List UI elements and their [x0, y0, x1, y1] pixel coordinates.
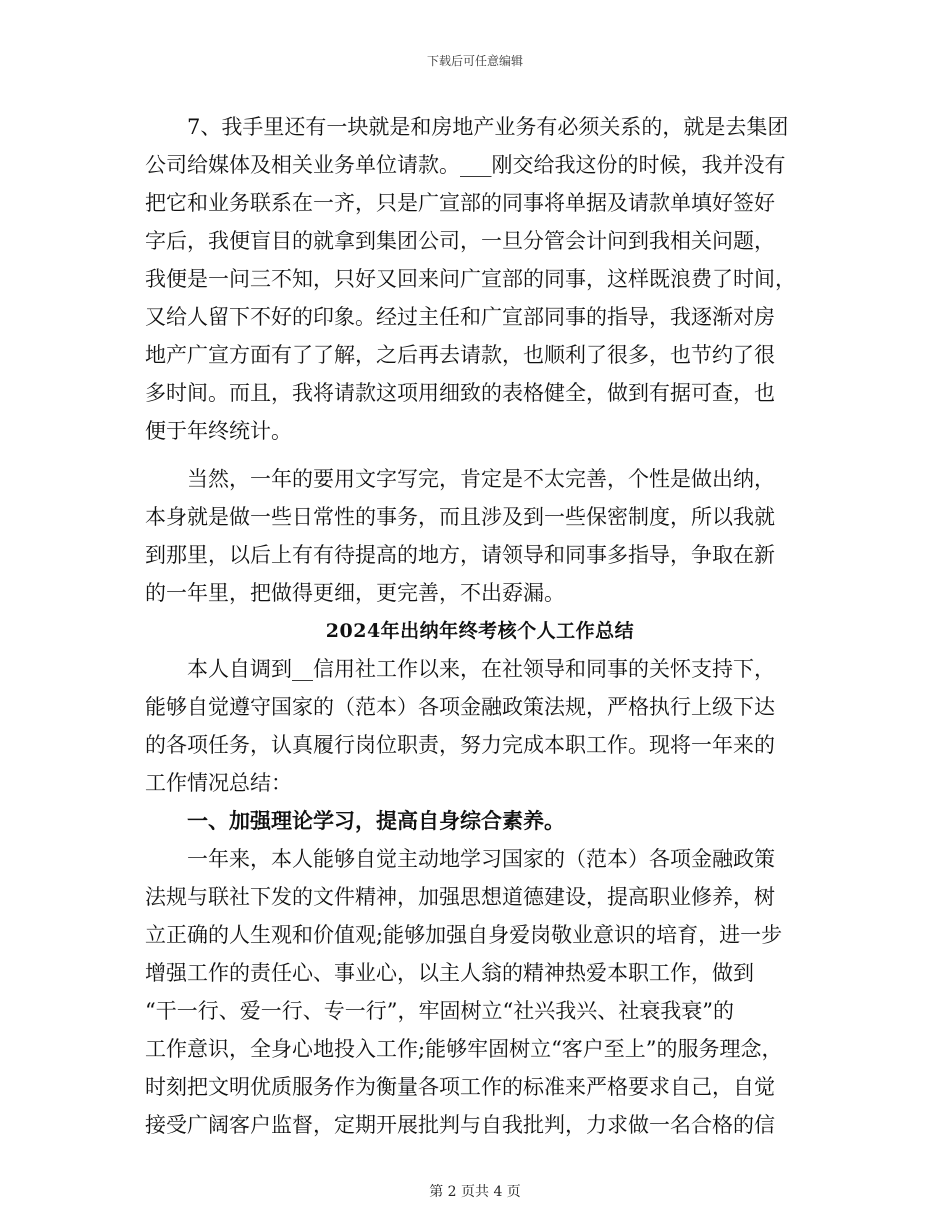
paragraph-line: 地产广宣方面有了了解，之后再去请款，也顺利了很多，也节约了很 — [145, 343, 775, 367]
paragraph-line: 又给人留下不好的印象。经过主任和广宣部同事的指导，我逐渐对房 — [145, 305, 775, 329]
paragraph-line: 法规与联社下发的文件精神，加强思想道德建设，提高职业修养，树 — [145, 885, 775, 909]
paragraph-line: 到那里，以后上有有待提高的地方，请领导和同事多指导，争取在新 — [145, 543, 775, 567]
paragraph-line: 能够自觉遵守国家的（范本）各项金融政策法规，严格执行上级下达 — [145, 695, 775, 719]
paragraph-line: 本身就是做一些日常性的事务，而且涉及到一些保密制度，所以我就 — [145, 505, 775, 529]
paragraph-line: 字后，我便盲目的就拿到集团公司，一旦分管会计问到我相关问题， — [145, 229, 775, 253]
paragraph-line: 工作意识，全身心地投入工作;能够牢固树立“客户至上”的服务理念， — [145, 1037, 783, 1061]
paragraph-line: 工作情况总结： — [145, 771, 292, 795]
paragraph-line: 便于年终统计。 — [145, 419, 292, 443]
paragraph-line: 把它和业务联系在一齐，只是广宣部的同事将单据及请款单填好签好 — [145, 191, 775, 215]
paragraph-line: 多时间。而且，我将请款这项用细致的表格健全，做到有据可查，也 — [145, 381, 775, 405]
paragraph-line: 一年来，本人能够自觉主动地学习国家的（范本）各项金融政策 — [187, 847, 775, 871]
paragraph-line: 公司给媒体及相关业务单位请款。___刚交给我这份的时候，我并没有 — [145, 153, 786, 177]
document-body — [145, 108, 815, 1144]
paragraph-line: 的一年里，把做得更细，更完善，不出孬漏。 — [145, 581, 565, 605]
paragraph-line: 当然，一年的要用文字写完，肯定是不太完善，个性是做出纳， — [187, 467, 775, 491]
paragraph-line: 本人自调到__信用社工作以来，在社领导和同事的关怀支持下， — [187, 657, 775, 681]
paragraph-line: 的各项任务，认真履行岗位职责，努力完成本职工作。现将一年来的 — [145, 733, 775, 757]
page-header: 下载后可任意编辑 — [426, 54, 523, 68]
paragraph-line: 我便是一问三不知，只好又回来问广宣部的同事，这样既浪费了时间， — [145, 267, 796, 291]
page-footer: 第 2 页共 4 页 — [429, 1184, 521, 1200]
paragraph-line: “干一行、爱一行、专一行”，牢固树立“社兴我兴、社衰我衰”的 — [145, 999, 734, 1023]
document-title: 2024年出纳年终考核个人工作总结 — [325, 620, 635, 642]
section-heading: 一、加强理论学习，提高自身综合素养。 — [187, 808, 565, 833]
paragraph-line: 立正确的人生观和价值观;能够加强自身爱岗敬业意识的培育，进一步 — [145, 923, 783, 947]
paragraph-line: 增强工作的责任心、事业心，以主人翁的精神热爱本职工作，做到 — [145, 961, 754, 985]
paragraph-line: 7、我手里还有一块就是和房地产业务有必须关系的，就是去集团 — [187, 115, 789, 139]
paragraph-line: 接受广阔客户监督，定期开展批判与自我批判，力求做一名合格的信 — [145, 1113, 775, 1137]
paragraph-line: 时刻把文明优质服务作为衡量各项工作的标准来严格要求自己，自觉 — [145, 1075, 775, 1099]
